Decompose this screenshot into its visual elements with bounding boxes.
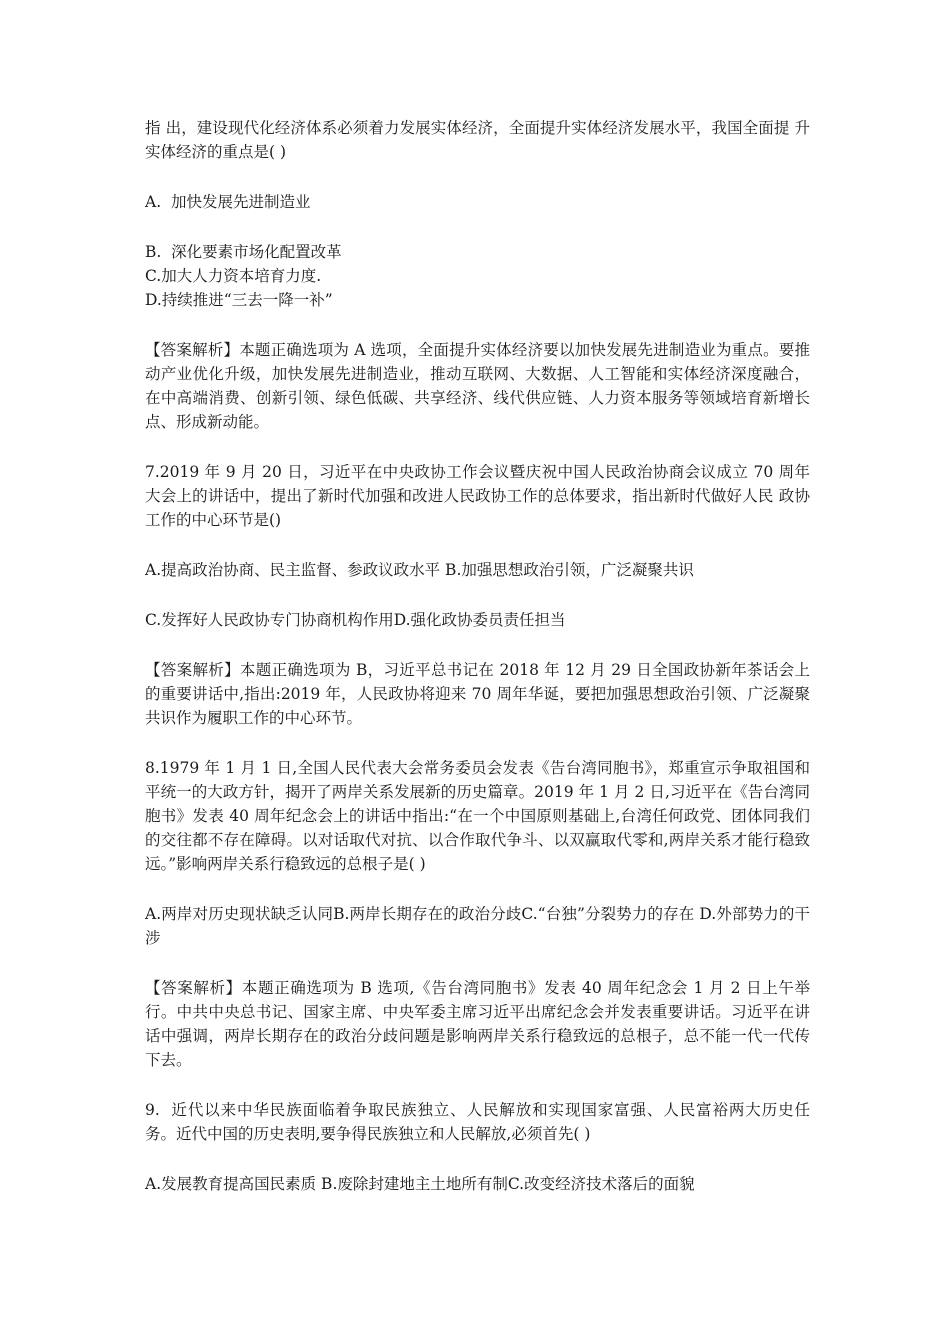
- q8-options: A.两岸对历史现状缺乏认同B.两岸长期存在的政治分歧C.“台独”分裂势力的存在 D.外部势力的干涉: [145, 905, 810, 947]
- q6-answer: 【答案解析】本题正确选项为 A 选项，全面提升实体经济要以加快发展先进制造业为重点。要推动产业优化升级，加快发展先进制造业，推动互联网、大数据、人工智能和实体经济深度融合，在中高端消费、创新引领、绿色低碳、共享经济、线代供应链、人力资本服务等领域培育新增长点、形成新动能。: [145, 341, 810, 431]
- document-page: [145, 116, 815, 1196]
- q7-stem: 7.2019 年 9 月 20 日，习近平在中央政协工作会议暨庆祝中国人民政治协商会议成立 70 周年大会上的讲话中，提出了新时代加强和改进人民政协工作的总体要求，指出新时代做好人民 政协工作的中心环节是(): [145, 463, 810, 529]
- q9-stem: 9. 近代以来中华民族面临着争取民族独立、人民解放和实现国家富强、人民富裕两大历史任 务。近代中国的历史表明,要争得民族独立和人民解放,必须首先( ): [145, 1101, 815, 1143]
- q8-answer: 【答案解析】本题正确选项为 B 选项,《告台湾同胞书》发表 40 周年纪念会 1 月 2 日上午举行。中共中央总书记、国家主席、中央军委主席习近平出席纪念会并发表重要讲话。习近平在讲话中强调，两岸长期存在的政治分歧问题是影响两岸关系行稳致远的总根子，总不能一代一代传下去。: [145, 979, 810, 1069]
- q6-stem: 指 出，建设现代化经济体系必须着力发展实体经济，全面提升实体经济发展水平，我国全面提 升实体经济的重点是( ): [145, 119, 810, 161]
- q7-answer: 【答案解析】本题正确选项为 B，习近平总书记在 2018 年 12 月 29 日全国政协新年茶话会上的重要讲话中,指出:2019 年，人民政协将迎来 70 周年华诞，要把加强思想政治引领、广泛凝聚共识作为履职工作的中心环节。: [145, 661, 810, 727]
- q8-stem: 8.1979 年 1 月 1 日,全国人民代表大会常务委员会发表《告台湾同胞书》，郑重宣示争取祖国和平统一的大政方针，揭开了两岸关系发展新的历史篇章。2019 年 1 月 2 日,习近平在《告台湾同胞书》发表 40 周年纪念会上的讲话中指出:“在一个中国原则基础上,台湾任何政党、团体同我们的交往都不存在障碍。以对话取代对抗、以合作取代争斗、以双赢取代零和,两岸关系才能行稳致远。”影响两岸关系行稳致远的总根子是( ): [145, 759, 810, 873]
- q6-option-a: A. 加快发展先进制造业: [145, 193, 311, 211]
- q7-options-line1: A.提高政治协商、民主监督、参政议政水平 B.加强思想政治引领，广泛凝聚共识: [145, 561, 694, 579]
- q6-option-b: B. 深化要素市场化配置改革: [145, 243, 342, 261]
- q7-options-line2: C.发挥好人民政协专门协商机构作用D.强化政协委员责任担当: [145, 611, 566, 629]
- q9-options: A.发展教育提高国民素质 B.废除封建地主土地所有制C.改变经济技术落后的面貌: [145, 1175, 695, 1193]
- q6-option-c: C.加大人力资本培育力度.: [145, 267, 322, 285]
- q6-option-d: D.持续推进“三去一降一补”: [145, 291, 333, 309]
